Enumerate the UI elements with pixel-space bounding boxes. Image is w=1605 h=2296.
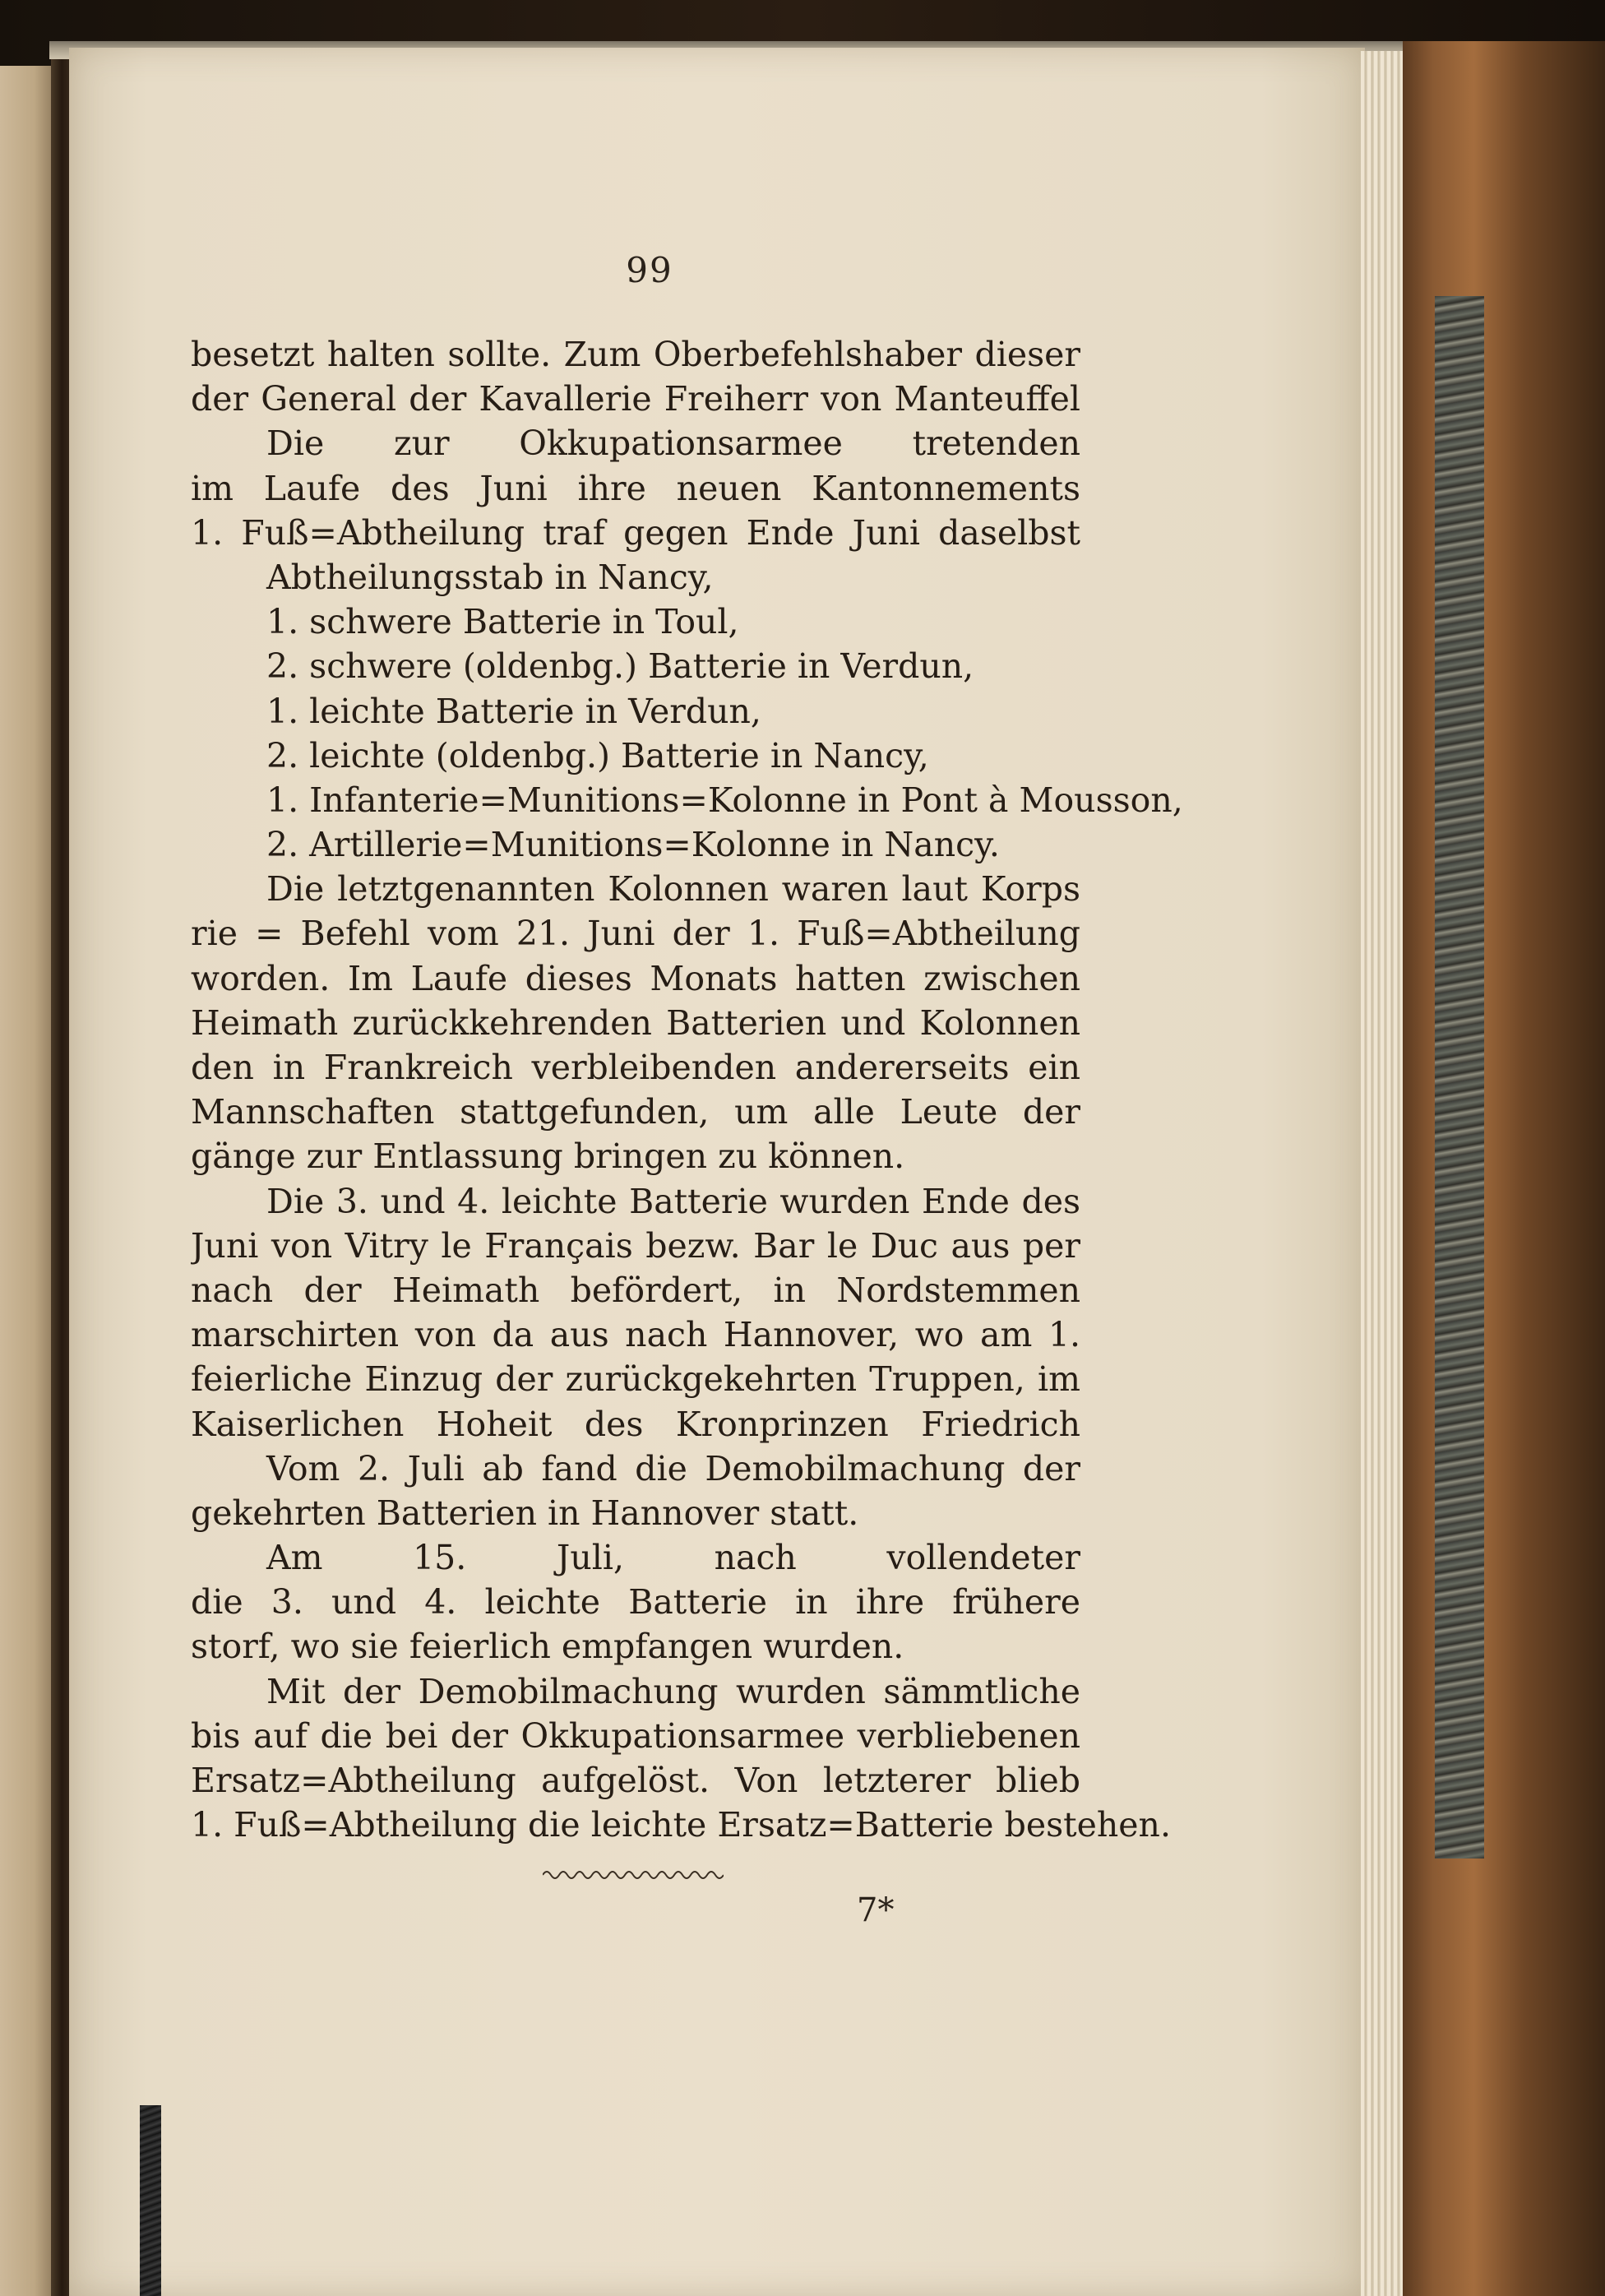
text-line: 1. Infanterie=Munitions=Kolonne in Pont à Mousson, bbox=[266, 780, 1183, 820]
text-line: Heimath zurückkehrenden Batterien und Kolonnen bbox=[191, 1002, 1080, 1043]
text-line: Ersatz=Abtheilung aufgelöst. Von letzterer blieb bbox=[191, 1761, 1080, 1800]
text-line: den in Frankreich verbleibenden andererseits ein bbox=[191, 1048, 1080, 1087]
text-line: storf, wo sie feierlich empfangen wurden. bbox=[191, 1627, 904, 1667]
text-line: Kaiserlichen Hoheit des Kronprinzen Friedrich bbox=[191, 1404, 1080, 1444]
body-text bbox=[191, 332, 1183, 1847]
text-line: 2. schwere (oldenbg.) Batterie in Verdun, bbox=[266, 646, 974, 687]
text-line: Die letztgenannten Kolonnen waren laut Korps bbox=[266, 869, 1080, 910]
text-line: Juni von Vitry le Français bezw. Bar le Duc aus per bbox=[191, 1225, 1080, 1266]
left-page-edge bbox=[0, 66, 58, 2296]
text-line: Die zur Okkupationsarmee tretenden bbox=[266, 424, 1080, 464]
text-line: 1. schwere Batterie in Toul, bbox=[266, 602, 739, 642]
text-line: marschirten von da aus nach Hannover, wo am 1. bbox=[191, 1315, 1080, 1355]
text-line: 1. Fuß=Abtheilung die leichte Ersatz=Batterie bestehen. bbox=[191, 1805, 1171, 1845]
text-line: 2. leichte (oldenbg.) Batterie in Nancy, bbox=[266, 735, 929, 775]
text-line: worden. Im Laufe dieses Monats hatten zwischen bbox=[191, 958, 1080, 998]
text-line: rie = Befehl vom 21. Juni der 1. Fuß=Abtheilung bbox=[191, 914, 1080, 954]
text-line: Die 3. und 4. leichte Batterie wurden Ende des bbox=[266, 1181, 1080, 1221]
text-line: der General der Kavallerie Freiherr von Manteuffel bbox=[191, 379, 1080, 419]
text-line: bis auf die bei der Okkupationsarmee verbliebenen bbox=[191, 1715, 1080, 1756]
page-number: 99 bbox=[626, 250, 673, 290]
text-line: 1. leichte Batterie in Verdun, bbox=[266, 691, 761, 731]
text-line: gekehrten Batterien in Hannover statt. bbox=[191, 1493, 859, 1533]
text-line: Am 15. Juli, nach vollendeter bbox=[266, 1538, 1080, 1578]
text-line: besetzt halten sollte. Zum Oberbefehlshaber dieser bbox=[191, 335, 1080, 374]
ornament-divider bbox=[543, 1865, 724, 1885]
text-line: im Laufe des Juni ihre neuen Kantonnements bbox=[191, 468, 1080, 508]
text-line: feierliche Einzug der zurückgekehrten Truppen, im bbox=[191, 1359, 1080, 1400]
signature-mark: 7* bbox=[857, 1891, 895, 1929]
text-line: nach der Heimath befördert, in Nordstemmen bbox=[191, 1270, 1080, 1310]
text-line: Mit der Demobilmachung wurden sämmtliche bbox=[266, 1671, 1080, 1711]
page-stack-edges bbox=[1361, 51, 1406, 2296]
text-line: Mannschaften stattgefunden, um alle Leute der bbox=[191, 1092, 1080, 1132]
text-line: 2. Artillerie=Munitions=Kolonne in Nancy. bbox=[266, 825, 1000, 865]
text-line: die 3. und 4. leichte Batterie in ihre frühere bbox=[191, 1582, 1080, 1622]
text-line: 1. Fuß=Abtheilung traf gegen Ende Juni daselbst bbox=[191, 512, 1080, 553]
text-line: gänge zur Entlassung bringen zu können. bbox=[191, 1136, 905, 1177]
leather-cover bbox=[1403, 41, 1605, 2296]
bookmark-ribbon bbox=[140, 2105, 161, 2296]
text-line: Vom 2. Juli ab fand die Demobilmachung der bbox=[266, 1448, 1080, 1488]
text-line: Abtheilungsstab in Nancy, bbox=[266, 557, 714, 597]
marbled-endpaper bbox=[1435, 296, 1484, 1859]
